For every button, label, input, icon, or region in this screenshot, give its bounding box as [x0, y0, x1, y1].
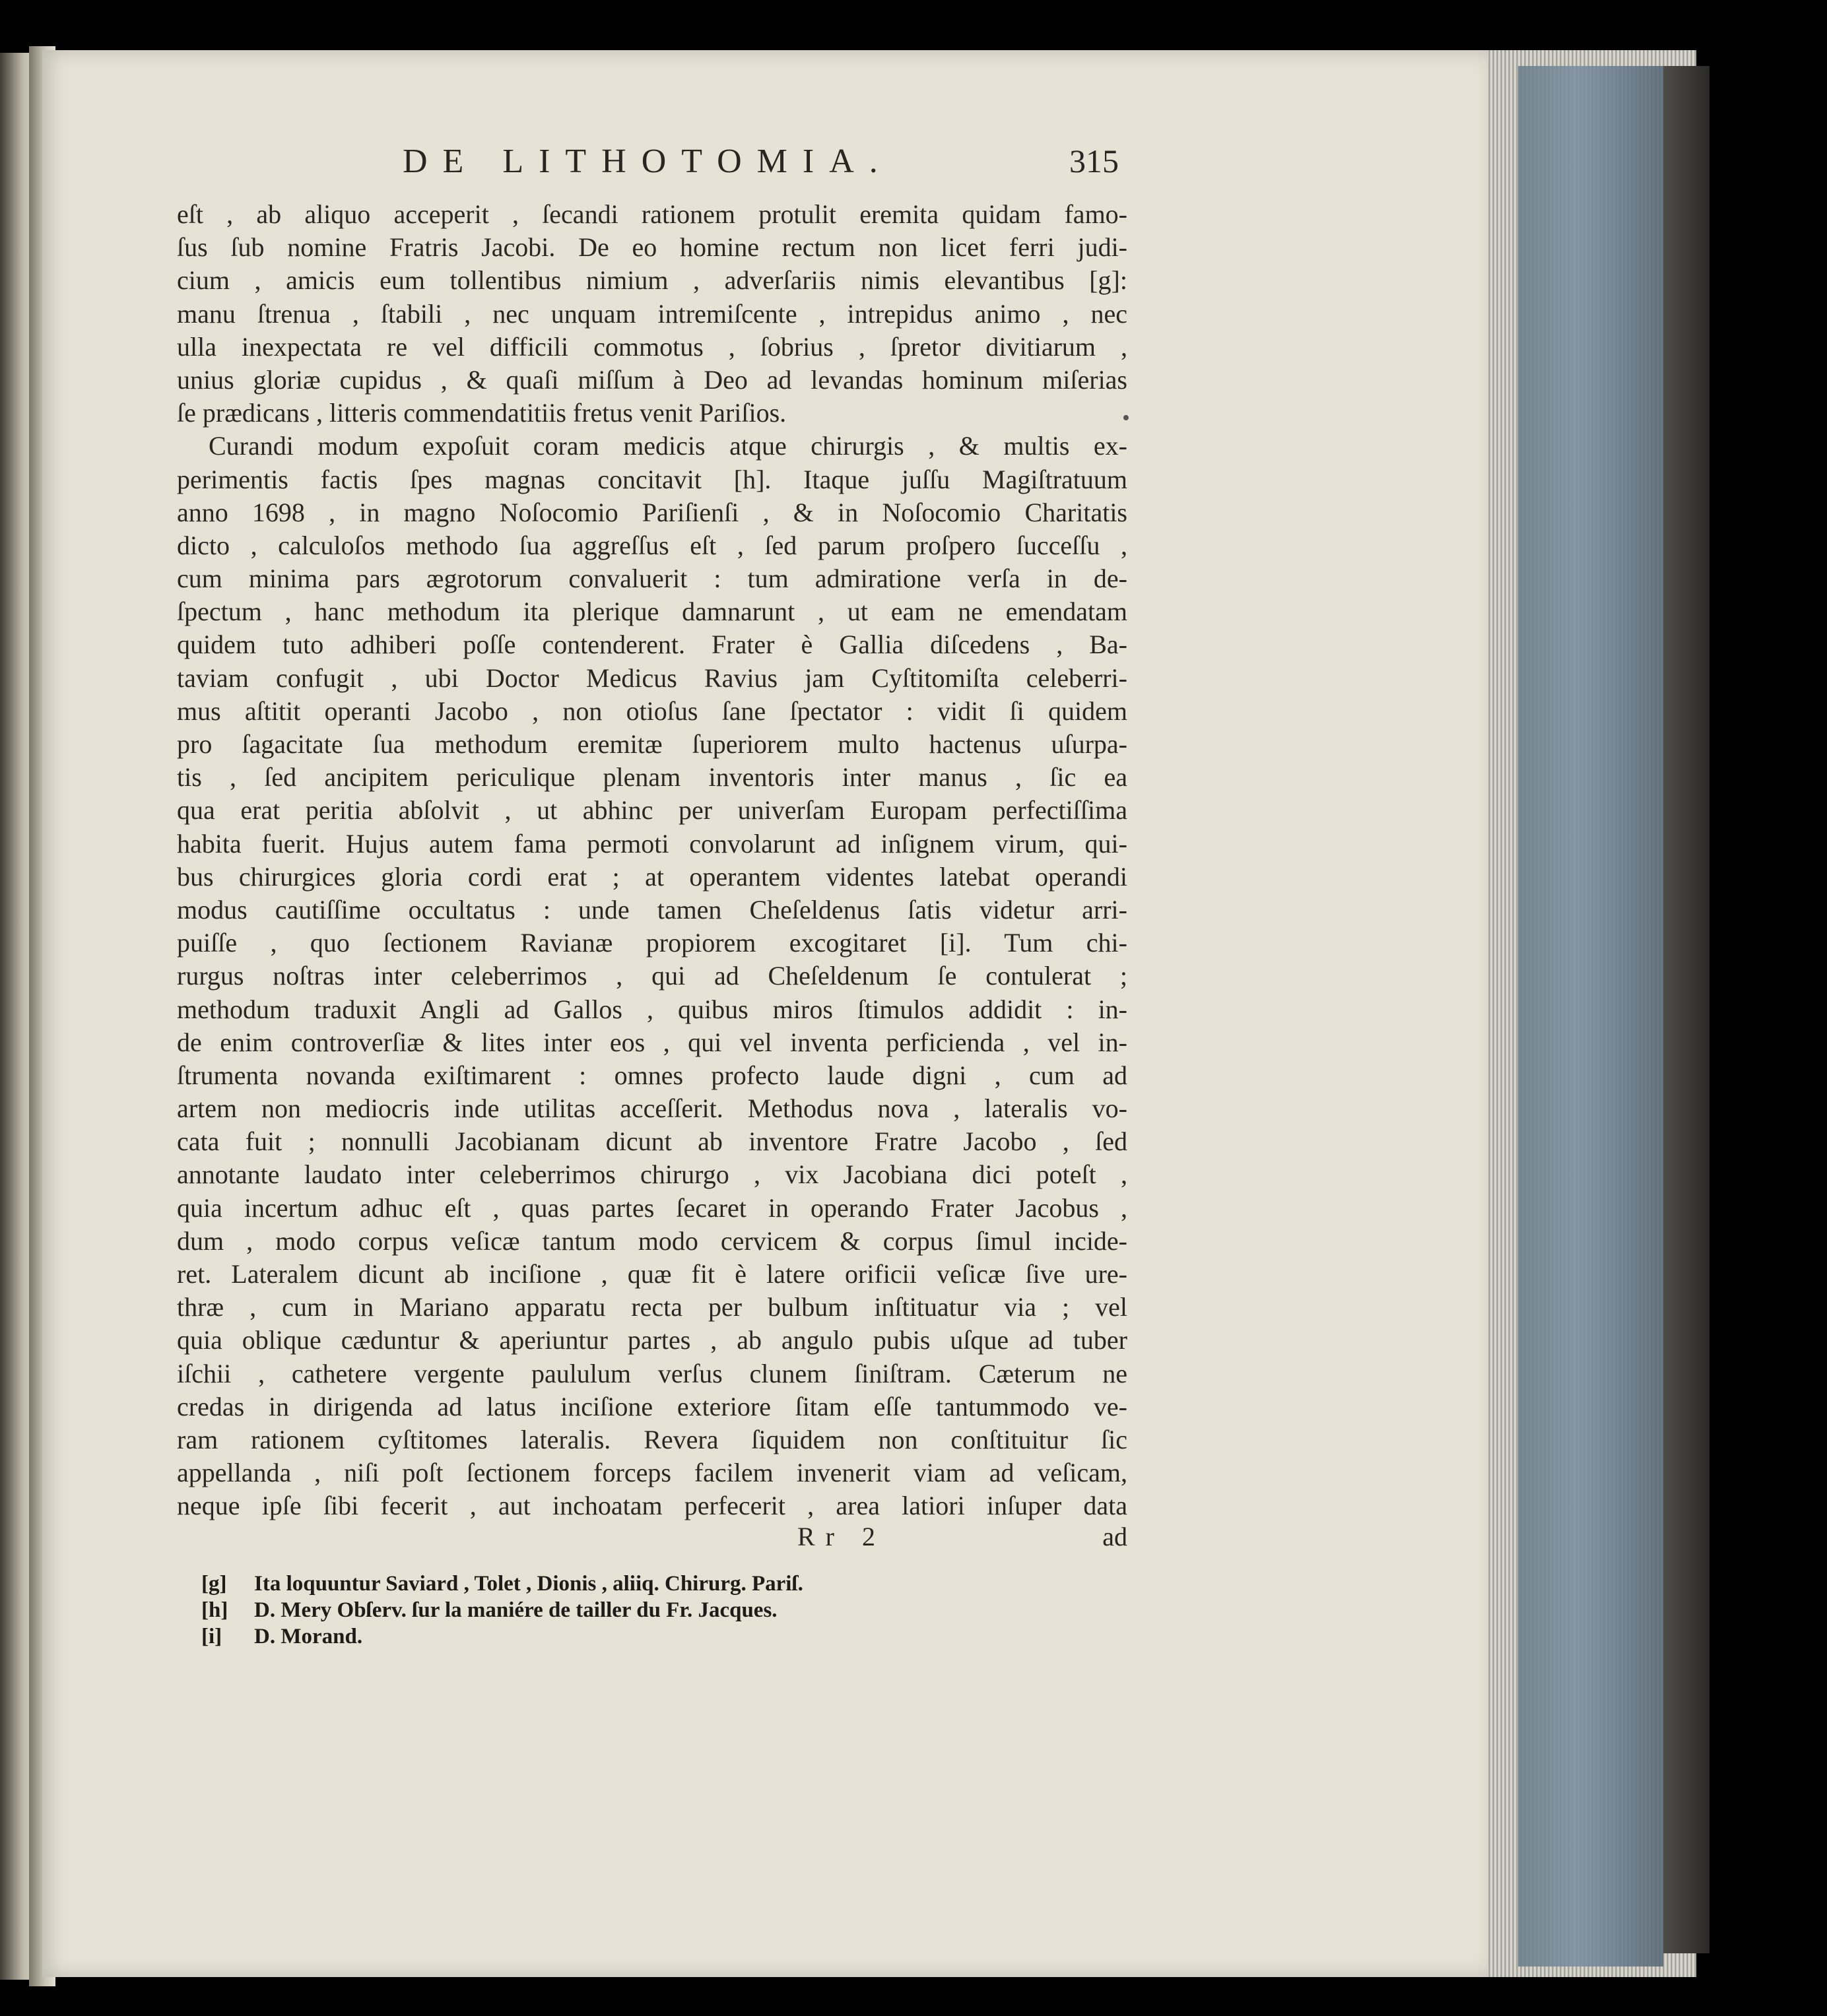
- text-line: rurgus noſtras inter celeberrimos , qui ad Cheſeldenum ſe contulerat ;: [177, 961, 1127, 991]
- text-line: bus chirurgices gloria cordi erat ; at operantem videntes latebat operandi: [177, 861, 1127, 892]
- signature-mark: Rr 2: [797, 1522, 886, 1551]
- text-line: ſus ſub nomine Fratris Jacobi. De eo homine rectum non licet ferri judi-: [177, 232, 1127, 263]
- text-line: quia oblique cæduntur & aperiuntur partes , ab angulo pubis uſque ad tuber: [177, 1325, 1127, 1355]
- page-number: 315: [1069, 143, 1119, 179]
- footnote-text: D. Mery Obſerv. ſur la maniére de tailler du Fr. Jacques.: [254, 1598, 778, 1622]
- text-line: thræ , cum in Mariano apparatu recta per bulbum inſtituatur via ; vel: [177, 1292, 1127, 1322]
- text-line: cata fuit ; nonnulli Jacobianam dicunt ab inventore Fratre Jacobo , ſed: [177, 1126, 1127, 1157]
- body-text: [177, 198, 1127, 1523]
- ink-speck: •: [1122, 406, 1130, 430]
- footnotes: [201, 1571, 993, 1650]
- text-line: unius gloriæ cupidus , & quaſi miſſum à Deo ad levandas hominum miſerias: [177, 364, 1127, 395]
- text-line: credas in dirigenda ad latus inciſione exteriore ſitam eſſe tantummodo ve-: [177, 1391, 1127, 1421]
- footnote-text: D. Morand.: [254, 1625, 363, 1648]
- text-line: appellanda , niſi poſt ſectionem forceps facilem invenerit viam ad veſicam,: [177, 1458, 1127, 1488]
- text-line: ret. Lateralem dicunt ab inciſione , quæ fit è latere orificii veſicæ ſive ure-: [177, 1259, 1127, 1289]
- text-line: ſpectum , hanc methodum ita plerique damnarunt , ut eam ne emendatam: [177, 597, 1127, 627]
- text-line: mus aſtitit operanti Jacobo , non otioſus ſane ſpectator : vidit ſi quidem: [177, 696, 1127, 726]
- text-line: perimentis factis ſpes magnas concitavit [h]. Itaque juſſu Magiſtratuum: [177, 464, 1127, 494]
- footnote: [201, 1597, 993, 1623]
- text-line: Curandi modum expoſuit coram medicis atque chirurgis , & multis ex-: [209, 431, 1127, 461]
- footnote: [201, 1623, 993, 1650]
- text-line: modus cautiſſime occultatus : unde tamen Cheſeldenus ſatis videtur arri-: [177, 894, 1127, 925]
- text-line: cium , amicis eum tollentibus nimium , adverſariis nimis elevantibus [g]:: [177, 265, 1127, 296]
- catchword: ad: [1102, 1522, 1127, 1551]
- sprinkled-edge: [1518, 66, 1663, 1967]
- text-line: dicto , calculoſos methodo ſua aggreſſus eſt , ſed parum proſpero ſucceſſu ,: [177, 530, 1127, 560]
- text-line: pro ſagacitate ſua methodum eremitæ ſuperiorem multo hactenus uſurpa-: [177, 729, 1127, 759]
- text-line: anno 1698 , in magno Noſocomio Pariſienſi , & in Noſocomio Charitatis: [177, 497, 1127, 527]
- text-line: ram rationem cyſtitomes lateralis. Revera ſiquidem non conſtituitur ſic: [177, 1424, 1127, 1454]
- running-title: DE LITHOTOMIA.: [403, 143, 893, 180]
- footnote: [201, 1571, 993, 1597]
- text-line: cum minima pars ægrotorum convaluerit : tum admiratione verſa in de-: [177, 564, 1127, 594]
- book-cover-edge: [1663, 66, 1710, 1953]
- text-line: neque ipſe ſibi fecerit , aut inchoatam perfecerit , area latiori inſuper data: [177, 1491, 1127, 1521]
- signature-line: [797, 1521, 1127, 1554]
- text-line: dum , modo corpus veſicæ tantum modo cervicem & corpus ſimul incide-: [177, 1225, 1127, 1256]
- footnote-mark: [g]: [201, 1572, 227, 1596]
- text-line: methodum traduxit Angli ad Gallos , quibus miros ſtimulos addidit : in-: [177, 994, 1127, 1024]
- text-line: de enim controverſiæ & lites inter eos , qui vel inventa perficienda , vel in-: [177, 1027, 1127, 1057]
- text-line: annotante laudato inter celeberrimos chirurgo , vix Jacobiana dici poteſt ,: [177, 1159, 1127, 1190]
- footnote-text: Ita loquuntur Saviard , Tolet , Dionis , aliiq. Chirurg. Pariſ.: [254, 1572, 803, 1596]
- footnote-mark: [h]: [201, 1598, 228, 1622]
- footnote-mark: [i]: [201, 1625, 222, 1648]
- text-line: quia incertum adhuc eſt , quas partes ſecaret in operando Frater Jacobus ,: [177, 1192, 1127, 1223]
- text-line: quidem tuto adhiberi poſſe contenderent. Frater è Gallia diſcedens , Ba-: [177, 630, 1127, 660]
- text-line: qua erat peritia abſolvit , ut abhinc per univerſam Europam perfectiſſima: [177, 795, 1127, 826]
- text-line: tis , ſed ancipitem periculique plenam inventoris inter manus , ſic ea: [177, 762, 1127, 793]
- text-line: iſchii , cathetere vergente paululum verſus clunem ſiniſtram. Cæterum ne: [177, 1358, 1127, 1388]
- text-line: puiſſe , quo ſectionem Ravianæ propiorem excogitaret [i]. Tum chi-: [177, 928, 1127, 958]
- text-line: ulla inexpectata re vel difficili commotus , ſobrius , ſpretor divitiarum ,: [177, 331, 1127, 362]
- text-line: manu ſtrenua , ſtabili , nec unquam intremiſcente , intrepidus animo , nec: [177, 298, 1127, 329]
- text-line: taviam confugit , ubi Doctor Medicus Ravius jam Cyſtitomiſta celeberri-: [177, 663, 1127, 693]
- text-line: artem non mediocris inde utilitas acceſſerit. Methodus nova , lateralis vo-: [177, 1093, 1127, 1124]
- text-line: habita fuerit. Hujus autem fama permoti convolarunt ad inſignem virum, qui-: [177, 828, 1127, 859]
- running-header: [403, 142, 1393, 188]
- text-line: ſe prædicans , litteris commendatitiis fretus venit Pariſios.: [177, 398, 787, 428]
- text-line: eſt , ab aliquo acceperit , ſecandi rationem protulit eremita quidam famo-: [177, 199, 1127, 229]
- text-line: ſtrumenta novanda exiſtimarent : omnes profecto laude digni , cum ad: [177, 1060, 1127, 1090]
